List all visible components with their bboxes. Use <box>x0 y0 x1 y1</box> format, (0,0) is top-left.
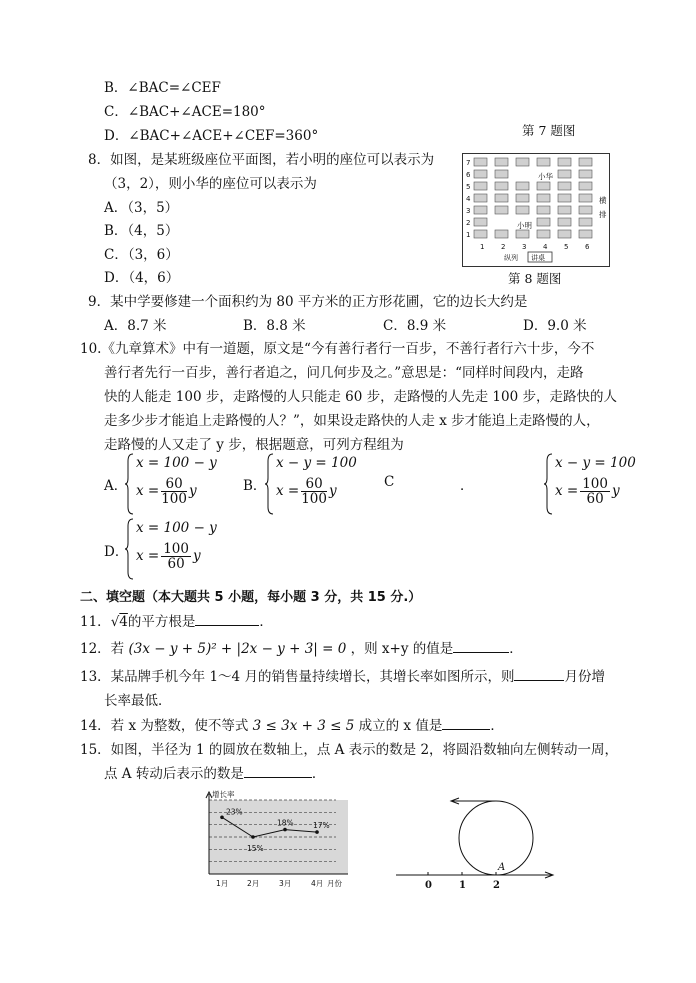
seat-box <box>516 182 529 190</box>
seat-box <box>579 158 592 166</box>
q10-option-d-label: D． <box>104 544 129 560</box>
seat-box <box>474 170 487 178</box>
q10-option-c-dot: ． <box>460 478 474 494</box>
rolling-circle <box>459 801 533 875</box>
seat-box <box>579 182 592 190</box>
x-axis-label: 月份 <box>327 879 342 888</box>
q15-line2: 点 A 转动后表示的数是 ． <box>104 766 326 782</box>
row-label: 4 <box>466 195 471 203</box>
data-point <box>315 830 319 834</box>
seat-box <box>558 182 571 190</box>
seat-box <box>537 182 550 190</box>
q8-option-d: D．（4，6） <box>104 270 180 286</box>
seat-box <box>474 194 487 202</box>
q15-answer-blank <box>244 765 312 778</box>
row-label: 6 <box>466 171 471 179</box>
heng-label: 横 <box>599 196 607 205</box>
xiaohua-label: 小华 <box>538 172 553 181</box>
q12: 12．若 (3x − y + 5)² + |2x − y + 3| = 0 ，则 x+y 的值是 ． <box>80 641 523 657</box>
col-label: 3 <box>522 243 527 251</box>
y-axis-label: 增长率 <box>212 790 235 799</box>
seat-box <box>537 206 550 214</box>
row-label: 1 <box>466 231 471 239</box>
q8-option-c: C．（3，6） <box>104 247 179 263</box>
row-label: 7 <box>466 159 471 167</box>
growth-rate-chart <box>198 786 360 892</box>
x-tick-label: 1月 <box>216 879 229 888</box>
seat-box <box>474 182 487 190</box>
seat-box <box>516 206 529 214</box>
q8-figure-caption: 第 8 题图 <box>508 271 562 286</box>
seat-box <box>495 158 508 166</box>
data-label: 18% <box>277 818 294 828</box>
seat-box <box>558 218 571 226</box>
seat-box <box>579 194 592 202</box>
seat-box <box>558 206 571 214</box>
q9-option-c: C．8.9 米 <box>383 318 447 334</box>
seat-box <box>579 230 592 238</box>
col-label: 4 <box>543 243 548 251</box>
seat-box <box>537 230 550 238</box>
q7-option-d: D．∠BAC+∠ACE+∠CEF=360° <box>104 128 319 144</box>
q10-stem-line3: 快的人能走 100 步，走路慢的人只能走 60 步，走路慢的人先走 100 步，走路快的人 <box>104 389 617 405</box>
q11: 11．√4的平方根是 ． <box>80 614 273 630</box>
q10-option-c-system: x − y = 100 x = $\frac{100}{60}$ y <box>543 453 653 515</box>
q11-answer-blank <box>195 613 259 626</box>
q7-option-c: C．∠BAC+∠ACE=180° <box>104 104 266 120</box>
q12-answer-blank <box>453 640 509 653</box>
seat-plan-figure <box>462 153 610 267</box>
q14-answer-blank <box>442 717 490 730</box>
seat-box <box>516 194 529 202</box>
data-label: 17% <box>313 821 330 831</box>
data-point <box>251 835 255 839</box>
row-label: 5 <box>466 183 471 191</box>
seat-box <box>474 206 487 214</box>
q9-option-a: A．8.7 米 <box>104 318 167 334</box>
seat-box <box>558 170 571 178</box>
q10-option-b-system: x − y = 100 x = $\frac{60}{100}$ y <box>264 453 374 515</box>
data-label: 23% <box>226 807 243 817</box>
q10-stem-line1: 10.《九章算术》中有一道题，原文是“今有善行者行一百步，不善行者行六十步，今不 <box>80 341 595 357</box>
tick-label-2: 2 <box>493 880 500 891</box>
seat-box <box>537 194 550 202</box>
seat-box <box>474 218 487 226</box>
q10-stem-line4: 走多少步才能追上走路慢的人？”，如果设走路快的人走 x 步才能追上走路慢的人， <box>104 413 600 429</box>
seat-box <box>495 182 508 190</box>
col-label: 2 <box>501 243 506 251</box>
seat-box <box>516 158 529 166</box>
sqrt-4: √4 <box>110 614 128 630</box>
q8-stem-line1: 8．如图，是某班级座位平面图，若小明的座位可以表示为 <box>88 152 435 168</box>
tick-label-1: 1 <box>459 880 466 891</box>
section2-heading: 二、填空题（本大题共 5 小题，每小题 3 分，共 15 分.） <box>80 590 422 605</box>
q8-option-b: B．（4，5） <box>104 223 179 239</box>
q10-stem-line2: 善行者先行一百步，善行者追之，问几何步及之。”意思是：“同样时间段内，走路 <box>104 365 584 381</box>
seat-box <box>558 230 571 238</box>
q13-line1: 13．某品牌手机今年 1～4 月的销售量持续增长，其增长率如图所示，则 月份增 <box>80 669 605 685</box>
data-point <box>220 815 224 819</box>
q8-option-a: A．（3，5） <box>104 200 179 216</box>
seat-box <box>495 230 508 238</box>
seat-box <box>516 230 529 238</box>
seat-box <box>579 170 592 178</box>
q9-stem: 9．某中学要修建一个面积约为 80 平方米的正方形花圃，它的边长大约是 <box>88 294 528 310</box>
point-a-label: A <box>498 862 506 873</box>
number-line-figure <box>392 792 562 894</box>
xiaoming-label: 小明 <box>517 221 532 230</box>
row-label: 2 <box>466 219 471 227</box>
zonglie-label: 纵列 <box>504 254 518 262</box>
col-label: 1 <box>480 243 485 251</box>
q7-option-b: B．∠BAC=∠CEF <box>104 80 221 96</box>
data-point <box>283 828 287 832</box>
q7-figure-caption: 第 7 题图 <box>522 123 576 138</box>
q10-option-d-system: x = 100 − y x = $\frac{100}{60}$ y <box>124 518 234 580</box>
q15-line1: 15．如图，半径为 1 的圆放在数轴上，点 A 表示的数是 2，将圆沿数轴向左侧转动一周， <box>80 742 619 758</box>
x-tick-label: 2月 <box>247 879 260 888</box>
pai-label: 排 <box>599 210 607 219</box>
seat-box <box>558 194 571 202</box>
tick-label-0: 0 <box>425 880 432 891</box>
col-label: 6 <box>585 243 590 251</box>
row-label: 3 <box>466 207 471 215</box>
q10-option-a-system: x = 100 − y x = $\frac{60}{100}$ y <box>124 453 234 515</box>
data-label: 15% <box>247 844 264 853</box>
q13-answer-blank <box>514 668 564 681</box>
seat-box <box>495 170 508 178</box>
q9-option-b: B．8.8 米 <box>243 318 306 334</box>
q10-option-c-label: C <box>384 474 395 490</box>
lectern-label: 讲桌 <box>531 254 545 262</box>
seat-box <box>474 230 487 238</box>
seat-box <box>537 158 550 166</box>
seat-box <box>579 206 592 214</box>
q13-line2: 长率最低． <box>104 693 172 709</box>
seat-box <box>495 206 508 214</box>
col-label: 5 <box>564 243 569 251</box>
seat-box <box>558 158 571 166</box>
q14: 14．若 x 为整数，使不等式 3 ≤ 3x + 3 ≤ 5 成立的 x 值是 ． <box>80 718 504 734</box>
q10-option-a-label: A． <box>104 478 128 494</box>
q10-option-b-label: B． <box>243 478 267 494</box>
q8-stem-line2: （3，2），则小华的座位可以表示为 <box>104 176 317 192</box>
seat-box <box>474 158 487 166</box>
seat-box <box>537 218 550 226</box>
seat-box <box>495 194 508 202</box>
q10-stem-line5: 走路慢的人又走了 y 步，根据题意，可列方程组为 <box>104 437 404 453</box>
x-tick-label: 3月 <box>279 879 292 888</box>
q9-option-d: D．9.0 米 <box>523 318 587 334</box>
x-tick-label: 4月 <box>311 879 324 888</box>
seat-box <box>579 218 592 226</box>
